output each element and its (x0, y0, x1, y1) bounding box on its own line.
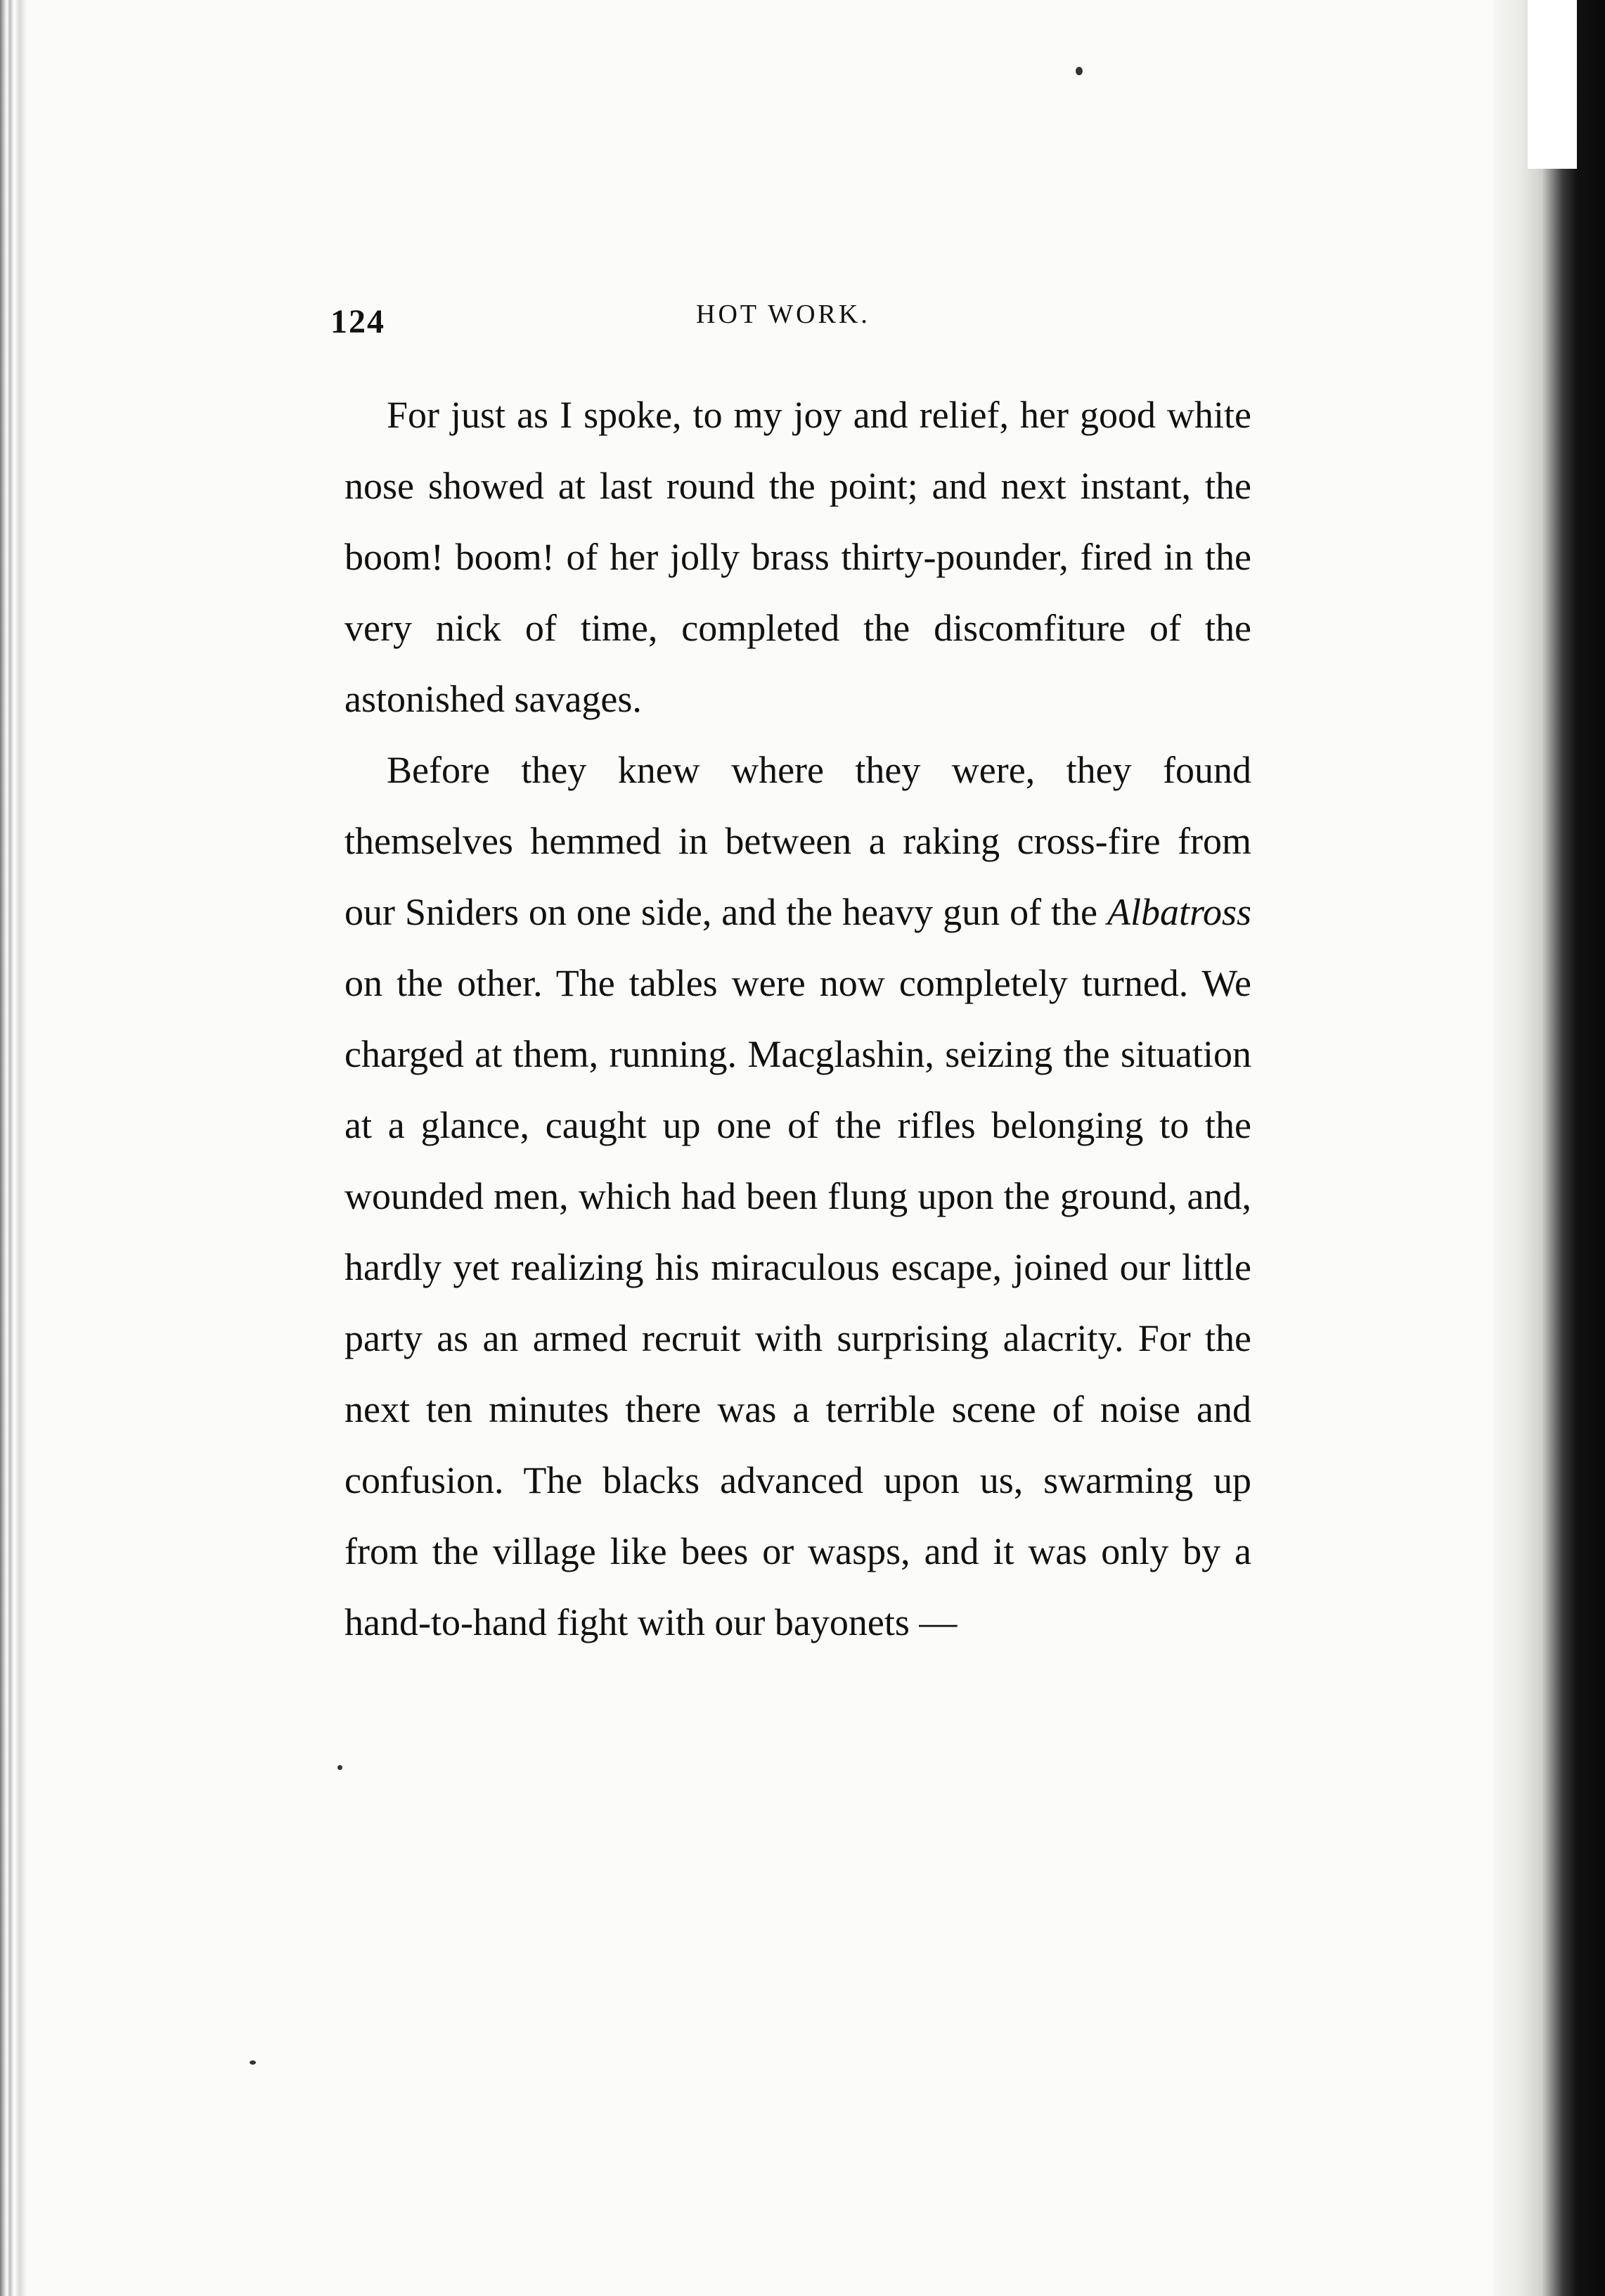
book-page (330, 281, 1272, 1969)
page-number: 124 (330, 303, 385, 340)
binding-edge-left (0, 0, 27, 2296)
body-text (344, 380, 1251, 1658)
running-head (330, 281, 1272, 352)
ink-speck (250, 2060, 256, 2065)
paragraph (344, 380, 1251, 735)
ink-speck (1076, 67, 1083, 75)
paragraph-text: Before they knew where they were, they found themselves hemmed in between a raking cross-fire from our Sniders on one side, and the heavy gun of the (344, 749, 1251, 933)
ship-name-italic: Albatross (1107, 891, 1251, 933)
paragraph (344, 735, 1251, 1658)
paragraph-text: on the other. The tables were now completely turned. We charged at them, running. Macglashin, seizing the situation at a glance, caught up one of the rifles belonging to the wounded men, which had been flung upon the ground, and, hardly yet realizing his miraculous escape, joined our little party as an armed recruit with surprising alacrity. For the next ten minutes there was a terrible scene of noise and confusion. The blacks advanced upon us, swarming up from the village like bees or wasps, and it was only by a hand-to-hand fight with our bayonets — (344, 962, 1251, 1643)
gutter-highlight (1528, 0, 1577, 169)
paragraph-text: For just as I spoke, to my joy and relief, her good white nose showed at last round the point; and next instant, the boom! boom! of her jolly brass thirty-pounder, fired in the very nick of time, completed the discomfiture of the astonished savages. (344, 394, 1251, 720)
running-title: HOT WORK. (696, 300, 870, 329)
binding-gutter-right (1493, 0, 1605, 2296)
